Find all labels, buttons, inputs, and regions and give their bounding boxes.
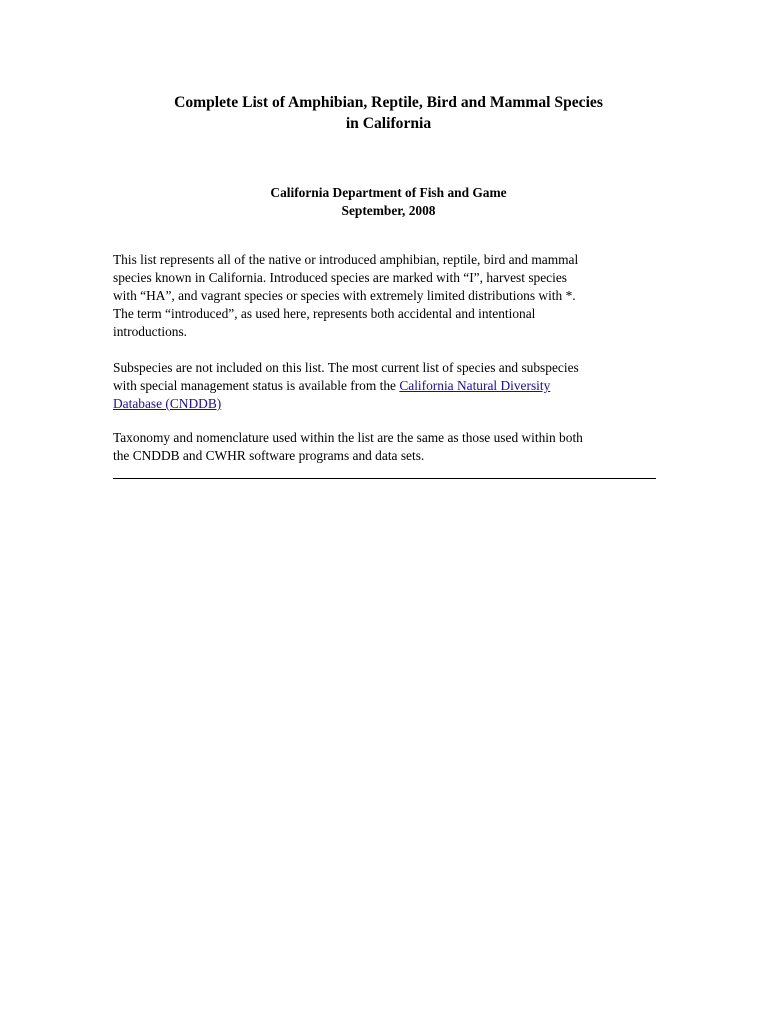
intro-line: with “HA”, and vagrant species or species with extremely limited distributions with *. [113,288,576,303]
intro-line: This list represents all of the native or introduced amphibian, reptile, bird and mammal [113,252,579,267]
subspecies-line [113,395,658,413]
department-name: California Department of Fish and Game [270,185,507,200]
department-block [113,184,658,220]
title-line-1: Complete List of Amphibian, Reptile, Bird and Mammal Species [174,94,603,111]
taxonomy-line: the CNDDB and CWHR software programs and data sets. [113,448,425,463]
title-line-2: in California [345,115,432,132]
cnddb-link-continued[interactable]: Database (CNDDB) [113,396,222,411]
subspecies-paragraph [113,359,658,413]
document-page [113,92,658,479]
intro-line: introductions. [113,324,188,339]
document-title [113,92,658,134]
intro-line: The term “introduced”, as used here, represents both accidental and intentional [113,306,536,321]
intro-paragraph [113,251,658,341]
cnddb-link[interactable]: California Natural Diversity [399,378,551,393]
subspecies-line-text: with special management status is available from the [113,378,400,393]
subspecies-line [113,377,658,395]
taxonomy-paragraph [113,429,658,465]
horizontal-divider [113,477,656,479]
taxonomy-line: Taxonomy and nomenclature used within the list are the same as those used within both [113,430,583,445]
intro-line: species known in California. Introduced species are marked with “I”, harvest species [113,270,568,285]
publication-date: September, 2008 [341,203,436,218]
subspecies-line: Subspecies are not included on this list. The most current list of species and subspecies [113,360,579,375]
